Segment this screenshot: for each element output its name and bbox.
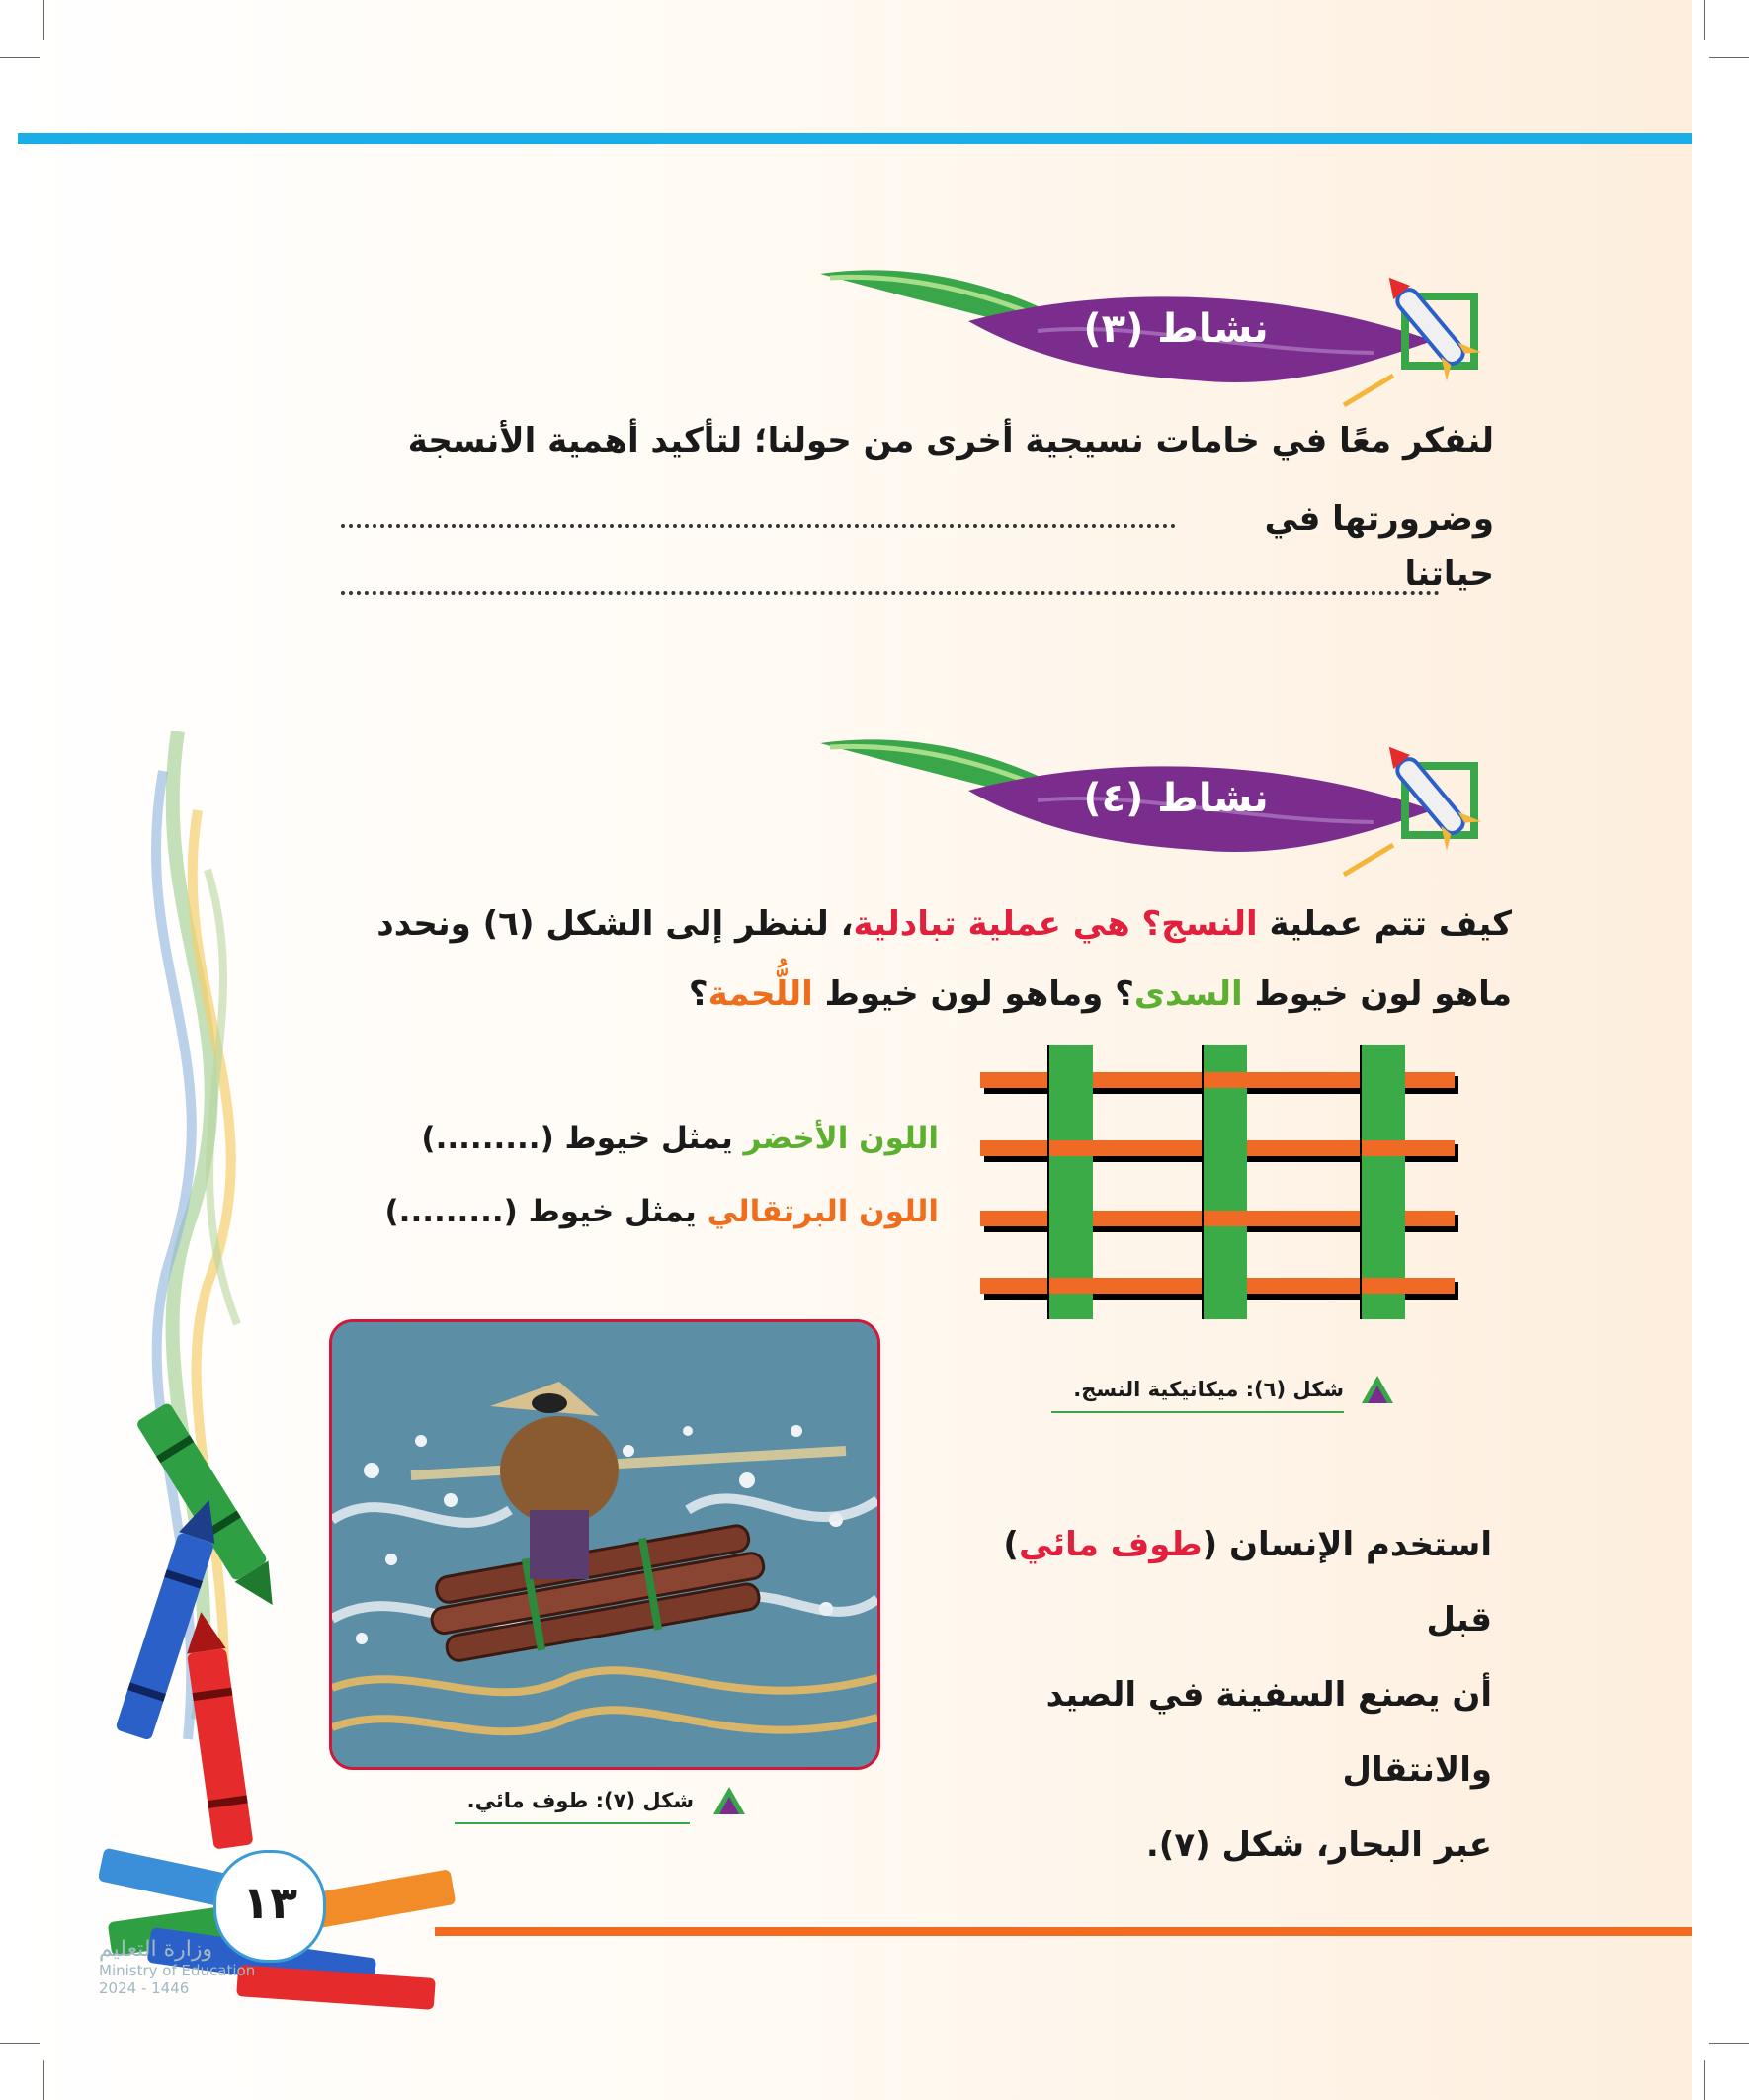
raft-line-2: أن يصنع السفينة في الصيد والانتقال	[1045, 1675, 1492, 1790]
crop-mark	[0, 57, 40, 58]
answer-line-green: اللون الأخضر يمثل خيوط (.........)	[421, 1121, 939, 1156]
answer-dotted-line	[341, 524, 1176, 528]
activity-4-title: نشاط (٤)	[1083, 776, 1269, 821]
figure-7-caption: شكل (٧): طوف مائي.	[466, 1789, 694, 1812]
crop-mark	[1709, 2043, 1749, 2044]
page-number: ١٣	[213, 1850, 326, 1963]
top-blue-rule	[18, 133, 1692, 144]
crop-mark	[43, 2060, 44, 2100]
activity-3-line-2	[1178, 491, 1494, 602]
crop-mark	[1709, 57, 1749, 58]
crop-mark	[1704, 0, 1705, 40]
raft-line-1: استخدم الإنسان (طوف مائي) قبل	[1003, 1525, 1492, 1639]
activity-4-question-line-1: كيف تتم عملية النسج؟ هي عملية تبادلية، لننظر إلى الشكل (٦) ونحدد	[376, 904, 1512, 944]
crop-mark	[0, 2043, 40, 2044]
raft-illustration	[329, 1319, 880, 1770]
triangle-icon	[1360, 1374, 1395, 1405]
activity-3-banner	[820, 262, 1512, 410]
caption-underline	[1051, 1411, 1344, 1413]
answer-dotted-line	[341, 591, 1440, 595]
ministry-name-arabic: وزارة التعليم	[99, 1937, 213, 1962]
highlight-weft: اللُّحمة	[708, 974, 813, 1014]
caption-underline	[455, 1822, 690, 1824]
activity-3-text-2: وضرورتها في حياتنا	[1264, 499, 1494, 594]
highlight-warp: السدى	[1133, 974, 1243, 1014]
ministry-name-english: Ministry of Education	[99, 1962, 256, 1979]
figure-6-caption: شكل (٦): ميكانيكية النسج.	[1073, 1378, 1344, 1401]
crop-mark	[43, 0, 44, 40]
triangle-icon	[711, 1785, 747, 1816]
weaving-diagram	[980, 1045, 1464, 1319]
ministry-logo	[99, 1937, 296, 1997]
bottom-orange-rule	[435, 1927, 1692, 1936]
crop-mark	[1704, 2060, 1705, 2100]
highlight-raft: طوف مائي	[1018, 1525, 1203, 1564]
activity-4-question-line-2: ماهو لون خيوط السدى؟ وماهو لون خيوط اللُّحمة؟	[688, 974, 1512, 1014]
activity-3-line-1	[279, 413, 1494, 468]
ministry-year: 2024 - 1446	[99, 1979, 190, 1997]
activity-3-text: لنفكر معًا في خامات نسيجية أخرى من حولنا؛ لتأكيد أهمية الأنسجة	[407, 421, 1494, 461]
activity-3-title: نشاط (٣)	[1083, 306, 1269, 352]
activity-4-banner	[820, 731, 1512, 880]
answer-line-orange: اللون البرتقالي يمثل خيوط (.........)	[384, 1194, 939, 1229]
raft-paragraph	[939, 1507, 1492, 1883]
highlight-weaving: النسج؟ هي عملية تبادلية	[853, 904, 1258, 944]
raft-line-3: عبر البحار، شكل (٧).	[1145, 1825, 1492, 1865]
